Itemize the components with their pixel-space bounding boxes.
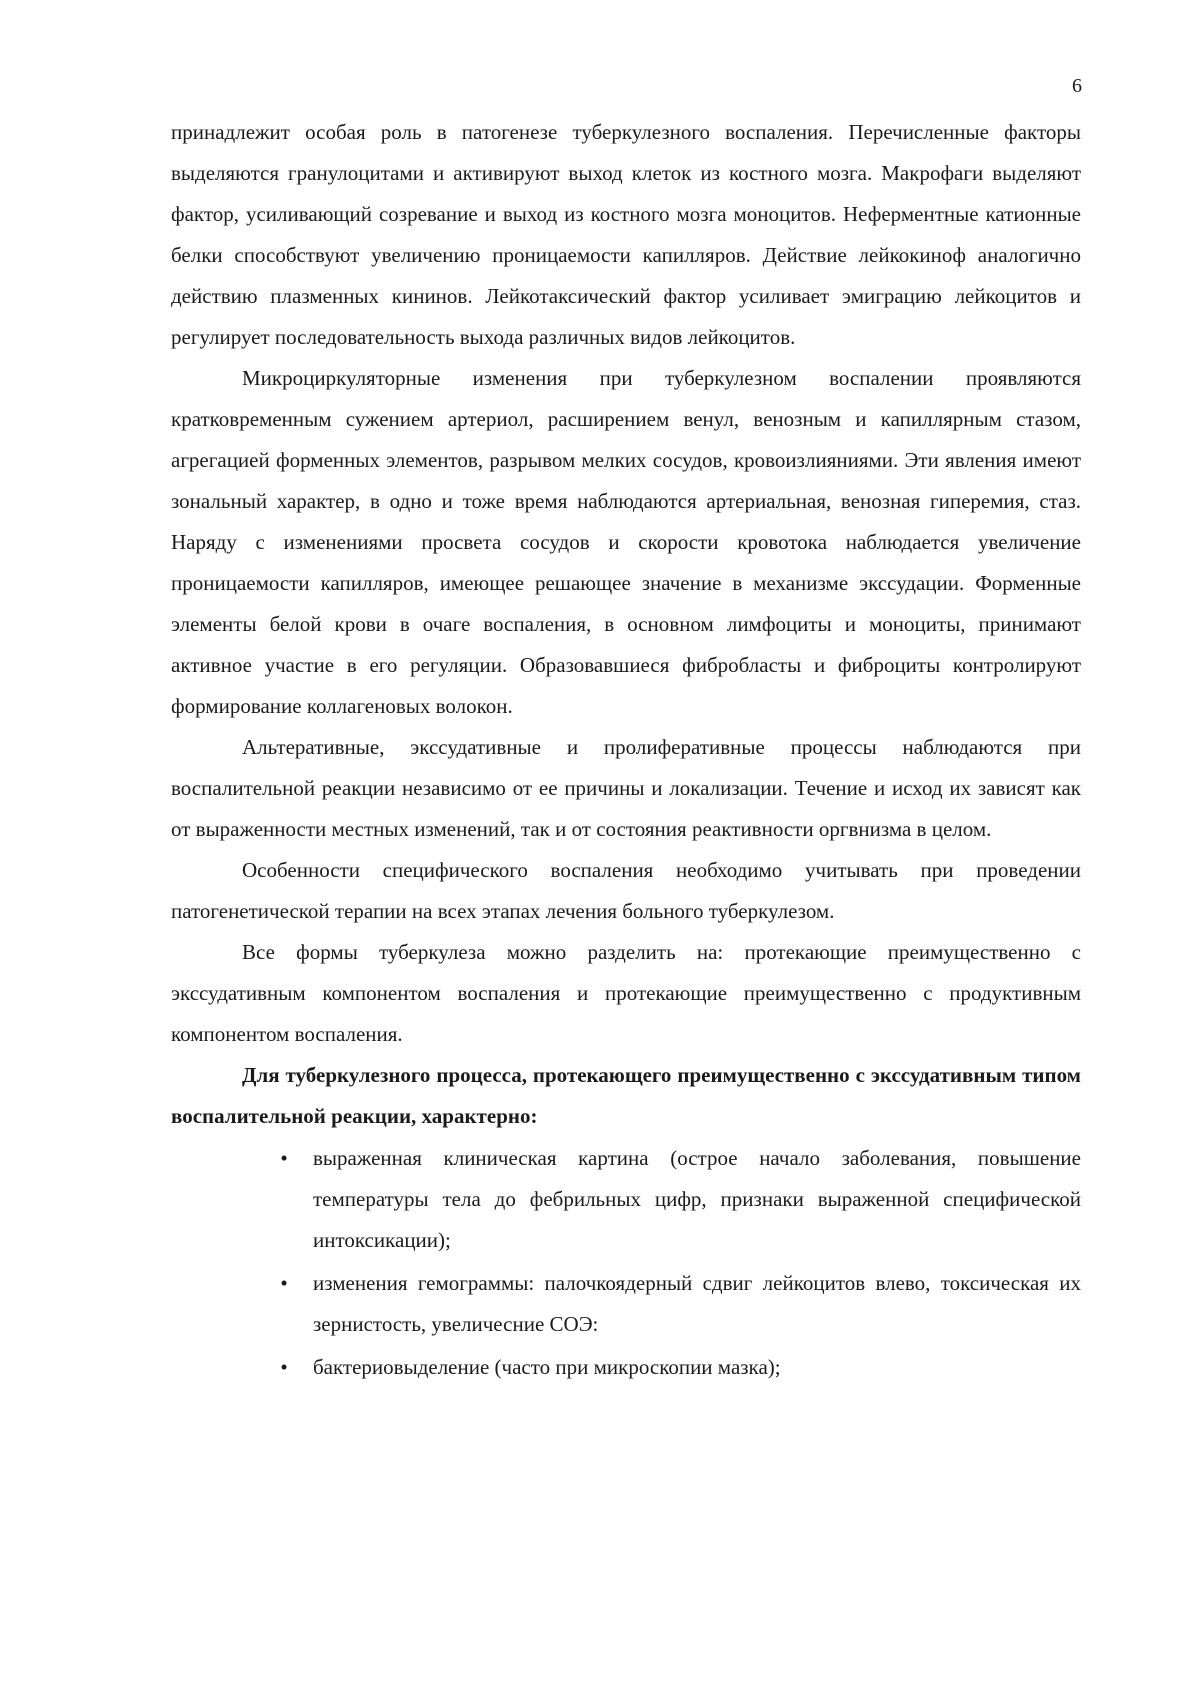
list-item-text: изменения гемограммы: палочкоядерный сдвиг лейкоцитов влево, токсическая их зернистость, увеличесние СОЭ: [313, 1271, 1081, 1336]
paragraph-4: Особенности специфического воспаления необходимо учитывать при проведении патогенетической терапии на всех этапах лечения больного туберкулезом. [171, 858, 1081, 923]
document-body [171, 112, 1081, 1388]
list-item-text: выраженная клиническая картина (острое начало заболевания, повышение температуры тела до фебрильных цифр, признаки выраженной специфической интоксикации); [313, 1146, 1081, 1252]
list-item [280, 1138, 1081, 1261]
list-item-text: бактериовыделение (часто при микроскопии мазка); [313, 1355, 781, 1379]
bullet-icon: • [280, 1146, 288, 1170]
list-item [280, 1347, 1081, 1388]
paragraph-5: Все формы туберкулеза можно разделить на: протекающие преимущественно с экссудативным компонентом воспаления и протекающие преимущественно с продуктивным компонентом воспаления. [171, 940, 1081, 1046]
bullet-icon: • [280, 1271, 288, 1295]
paragraph-3: Альтеративные, экссудативные и пролиферативные процессы наблюдаются при воспалительной реакции независимо от ее причины и локализации. Течение и исход их зависят как от выраженности местных изменений, так и от состояния реактивности оргвнизма в целом. [171, 735, 1081, 841]
list-item [280, 1263, 1081, 1345]
paragraph-2: Микроциркуляторные изменения при туберкулезном воспалении проявляются кратковременным сужением артериол, расширением венул, венозным и капиллярным стазом, агрегацией форменных элементов, разрывом мелких сосудов, кровоизлияниями. Эти явления имеют зональный характер, в одно и тоже время наблюдаются артериальная, венозная гиперемия, стаз. Наряду с изменениями просвета сосудов и скорости кровотока наблюдается увеличение проницаемости капилляров, имеющее решающее значение в механизме экссудации. Форменные элементы белой крови в очаге воспаления, в основном лимфоциты и моноциты, принимают активное участие в его регуляции. Образовавшиеся фибробласты и фиброциты контролируют формирование коллагеновых волокон. [171, 366, 1081, 718]
paragraph-1: принадлежит особая роль в патогенезе туберкулезного воспаления. Перечисленные факторы выделяются гранулоцитами и активируют выход клеток из костного мозга. Макрофаги выделяют фактор, усиливающий созревание и выход из костного мозга моноцитов. Неферментные катионные белки способствуют увеличению проницаемости капилляров. Действие лейкокиноф аналогично действию плазменных кининов. Лейкотаксический фактор усиливает эмиграцию лейкоцитов и регулирует последовательность выхода различных видов лейкоцитов. [171, 120, 1081, 349]
bullet-icon: • [280, 1355, 288, 1379]
bullet-list [171, 1138, 1081, 1388]
section-heading: Для туберкулезного процесса, протекающего преимущественно с экссудативным типом воспалительной реакции, характерно: [171, 1063, 1081, 1128]
page-number: 6 [1072, 75, 1082, 97]
